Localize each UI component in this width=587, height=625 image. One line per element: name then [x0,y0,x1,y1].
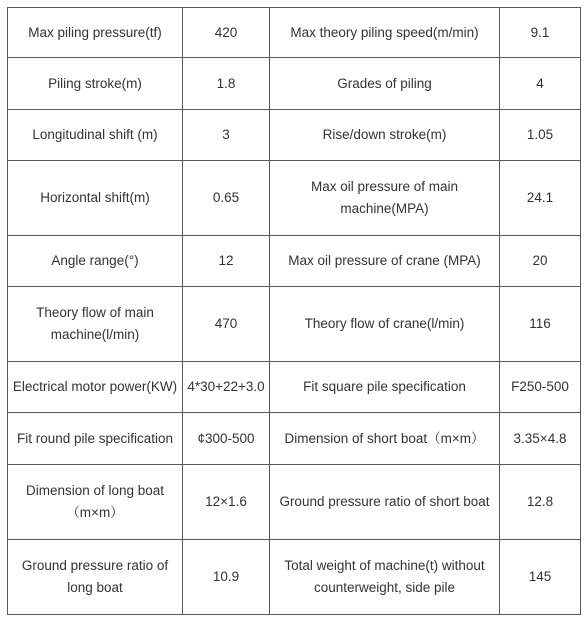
parameter-name-cell: Max oil pressure of crane (MPA) [270,236,500,287]
parameter-name-cell: Rise/down stroke(m) [270,110,500,161]
table-row [8,287,581,362]
parameter-name-cell: Piling stroke(m) [8,58,183,110]
parameter-value-cell: 4 [500,58,581,110]
table-row [8,110,581,161]
parameter-value-cell: ¢300-500 [183,413,270,465]
parameter-value-cell: 420 [183,8,270,58]
table-row [8,236,581,287]
parameter-name-cell: Electrical motor power(KW) [8,362,183,413]
parameter-name-cell: Dimension of short boat（m×m） [270,413,500,465]
specification-table [7,7,581,615]
parameter-name-cell: Fit square pile specification [270,362,500,413]
parameter-value-cell: 20 [500,236,581,287]
table-row [8,413,581,465]
parameter-value-cell: 1.05 [500,110,581,161]
parameter-name-cell: Dimension of long boat（m×m） [8,465,183,540]
parameter-value-cell: F250-500 [500,362,581,413]
parameter-value-cell: 12×1.6 [183,465,270,540]
parameter-name-cell: Fit round pile specification [8,413,183,465]
table-row [8,362,581,413]
parameter-value-cell: 0.65 [183,161,270,236]
parameter-name-cell: Max oil pressure of main machine(MPA) [270,161,500,236]
table-row [8,465,581,540]
parameter-value-cell: 3.35×4.8 [500,413,581,465]
parameter-value-cell: 1.8 [183,58,270,110]
specification-table-body [8,8,581,615]
parameter-value-cell: 3 [183,110,270,161]
parameter-value-cell: 470 [183,287,270,362]
parameter-name-cell: Max theory piling speed(m/min) [270,8,500,58]
parameter-value-cell: 12.8 [500,465,581,540]
parameter-name-cell: Max piling pressure(tf) [8,8,183,58]
parameter-value-cell: 10.9 [183,540,270,615]
parameter-name-cell: Ground pressure ratio of long boat [8,540,183,615]
parameter-name-cell: Total weight of machine(t) without counterweight, side pile [270,540,500,615]
parameter-value-cell: 4*30+22+3.0 [183,362,270,413]
table-row [8,161,581,236]
parameter-value-cell: 9.1 [500,8,581,58]
parameter-name-cell: Theory flow of crane(l/min) [270,287,500,362]
parameter-value-cell: 116 [500,287,581,362]
parameter-value-cell: 145 [500,540,581,615]
table-row [8,58,581,110]
parameter-name-cell: Horizontal shift(m) [8,161,183,236]
parameter-name-cell: Grades of piling [270,58,500,110]
parameter-value-cell: 24.1 [500,161,581,236]
parameter-name-cell: Ground pressure ratio of short boat [270,465,500,540]
parameter-name-cell: Theory flow of main machine(l/min) [8,287,183,362]
parameter-name-cell: Longitudinal shift (m) [8,110,183,161]
parameter-value-cell: 12 [183,236,270,287]
parameter-name-cell: Angle range(°) [8,236,183,287]
table-row [8,540,581,615]
table-row [8,8,581,58]
